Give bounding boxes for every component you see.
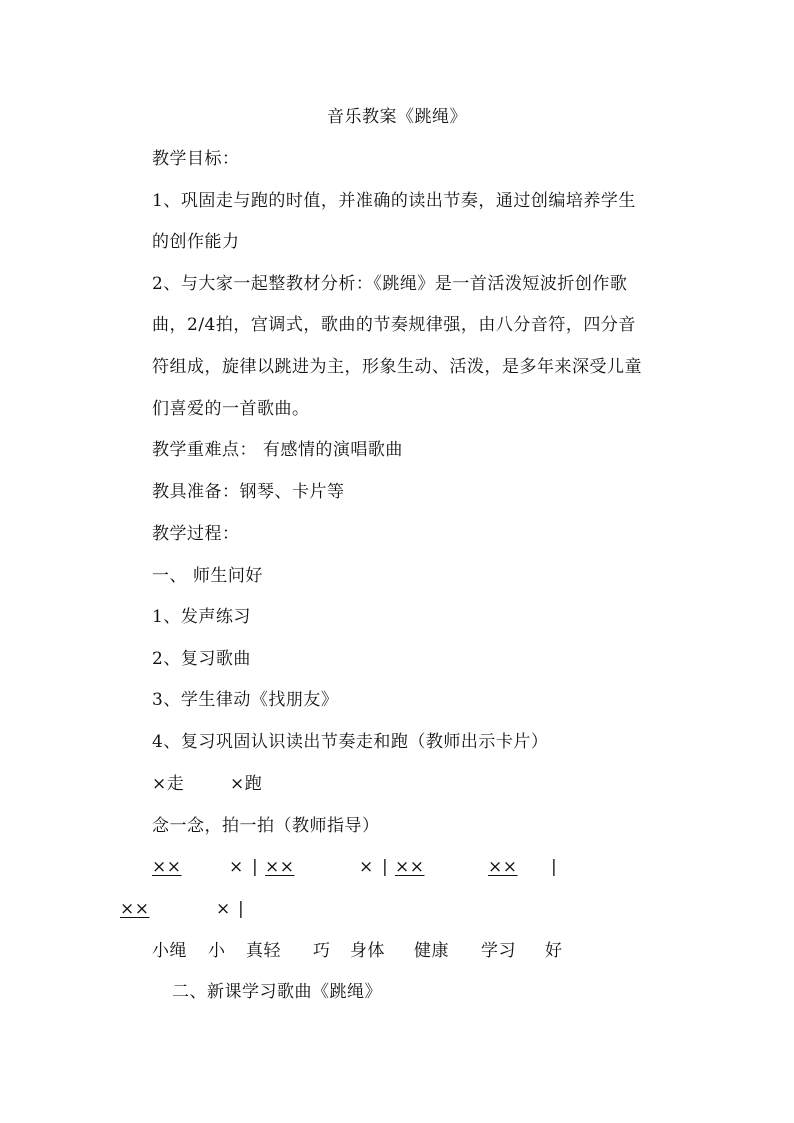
objective-2-line-1: 2、与大家一起整教材分析：《跳绳》是一首活泼短波折创作歌	[152, 274, 628, 294]
rhythm-note: ×	[359, 857, 374, 877]
rhythm-row-1	[0, 856, 794, 878]
objective-2-line-3: 符组成，旋律以跳进为主，形象生动、活泼，是多年来深受儿童	[152, 357, 642, 377]
objective-2-line-2: 曲，2/4拍，宫调式，歌曲的节奏规律强，由八分音符，四分音	[152, 315, 636, 335]
lyric-word: 学习	[481, 941, 516, 961]
lyric-word: 好	[545, 941, 563, 961]
bar-line: |	[252, 857, 259, 877]
rhythm-note: ××	[120, 899, 150, 919]
teaching-materials: 教具准备：钢琴、卡片等	[152, 482, 345, 502]
rhythm-note: ××	[152, 857, 182, 877]
step-1: 1、发声练习	[152, 607, 251, 627]
step-4: 4、复习巩固认识读出节奏走和跑（教师出示卡片）	[152, 732, 549, 752]
lyric-word: 健康	[414, 941, 449, 961]
key-points: 教学重难点： 有感情的演唱歌曲	[152, 440, 403, 460]
rhythm-run-label: ×跑	[230, 774, 263, 794]
rhythm-note: ××	[395, 857, 425, 877]
rhythm-note: ×	[216, 899, 231, 919]
lyric-word: 小	[208, 941, 226, 961]
objective-1-line-1: 1、巩固走与跑的时值，并准确的读出节奏，通过创编培养学生	[152, 191, 636, 211]
rhythm-note: ××	[488, 857, 518, 877]
lyric-word: 身体	[350, 941, 385, 961]
section-1-heading: 一、 师生问好	[152, 566, 263, 586]
bar-line: |	[238, 899, 245, 919]
lyrics-row	[0, 940, 794, 962]
section-2-heading: 二、新课学习歌曲《跳绳》	[172, 982, 382, 1002]
rhythm-note: ×	[229, 857, 244, 877]
chant-instruction: 念一念，拍一拍（教师指导）	[152, 816, 380, 836]
lyric-word: 真轻	[246, 941, 281, 961]
rhythm-row-2	[0, 898, 794, 920]
objectives-heading: 教学目标：	[152, 149, 240, 169]
lyric-word: 巧	[313, 941, 331, 961]
lyric-word: 小绳	[152, 941, 187, 961]
step-2: 2、复习歌曲	[152, 649, 251, 669]
bar-line: |	[382, 857, 389, 877]
rhythm-walk-label: ×走	[152, 774, 185, 794]
objective-1-line-2: 的创作能力	[152, 232, 240, 252]
objective-2-line-4: 们喜爱的一首歌曲。	[152, 399, 310, 419]
bar-line: |	[551, 857, 558, 877]
page-title: 音乐教案《跳绳》	[327, 107, 467, 127]
step-3: 3、学生律动《找朋友》	[152, 690, 339, 710]
process-heading: 教学过程：	[152, 524, 240, 544]
rhythm-note: ××	[265, 857, 295, 877]
